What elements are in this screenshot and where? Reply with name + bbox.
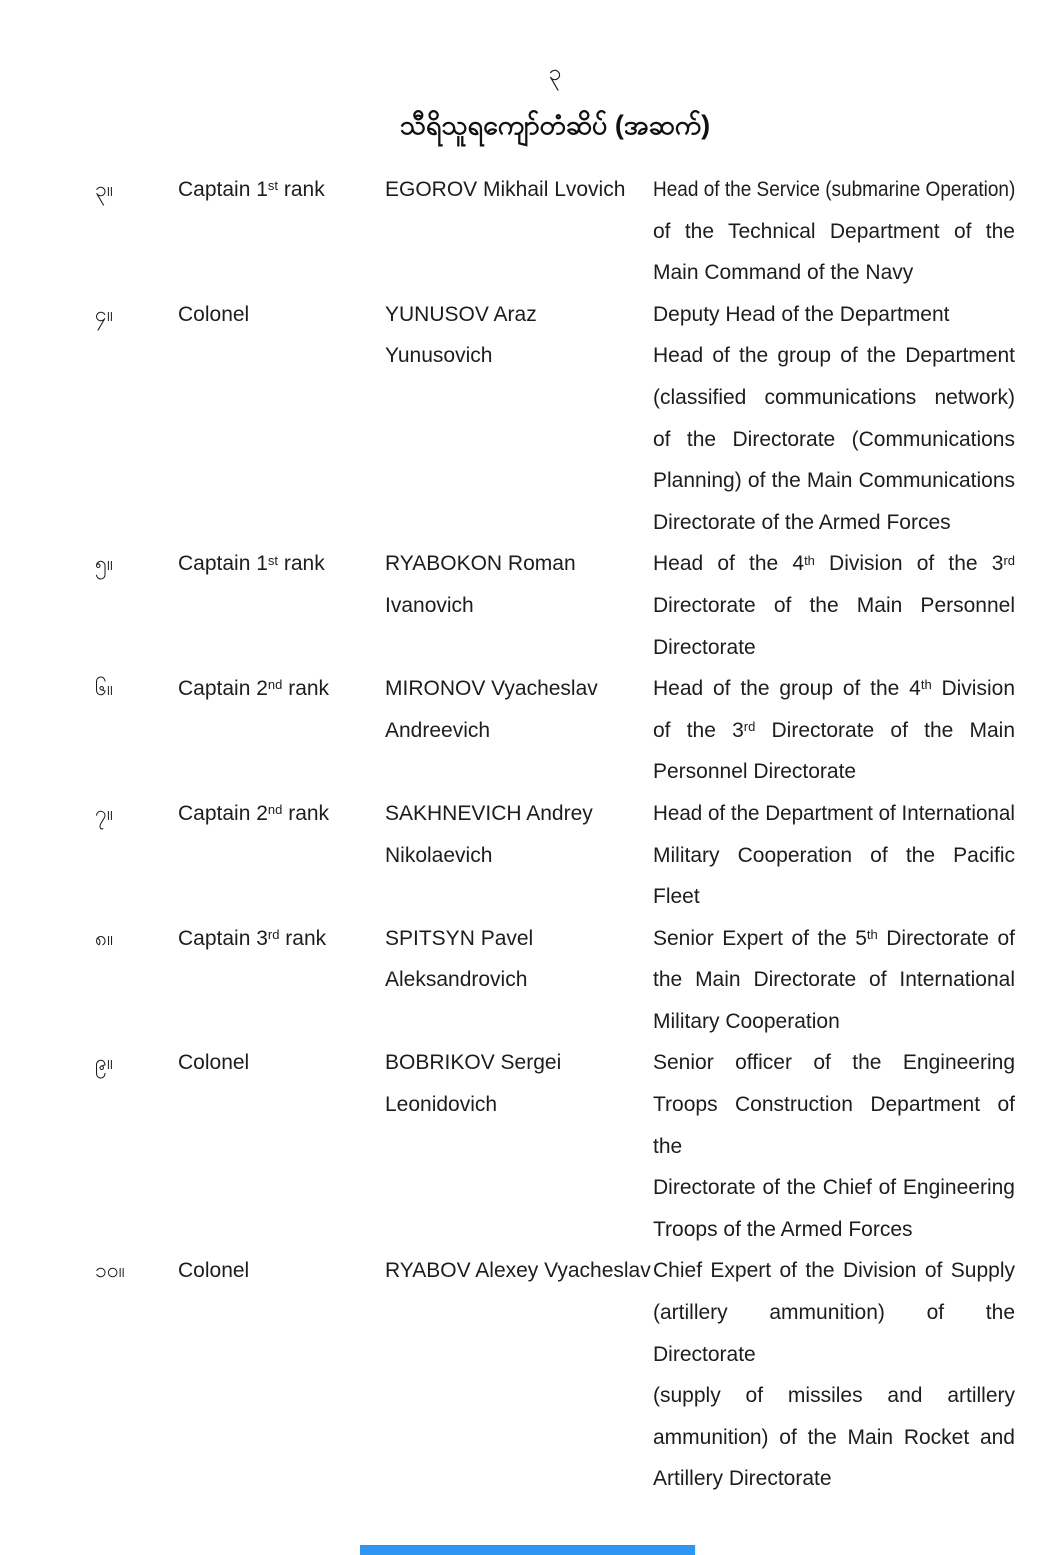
position-cell <box>653 294 1015 544</box>
table-row <box>0 793 1062 918</box>
text-line: Captain 2nd rank <box>178 801 330 825</box>
table-row <box>0 668 1062 793</box>
text-line: of the Technical Department of the <box>653 219 1015 243</box>
text-line: Troops of the Armed Forces <box>653 1217 913 1241</box>
text-line: of the 3rd Directorate of the Main <box>653 718 1015 742</box>
table-row <box>0 294 1062 544</box>
personnel-table <box>0 169 1062 1500</box>
document-title: သီရိသူရကျော်တံဆိပ် (အဆက်) <box>399 110 711 140</box>
text-line: SAKHNEVICH Andrey <box>385 801 593 825</box>
rank-cell <box>178 918 385 960</box>
text-line: Artillery Directorate <box>653 1467 832 1491</box>
text-line: Directorate of the Chief of Engineering <box>653 1176 1015 1200</box>
row-number: ၄။ <box>95 302 114 326</box>
text-line: Military Cooperation <box>653 1009 840 1033</box>
text-line: Andreevich <box>385 718 491 742</box>
name-cell <box>385 1042 653 1125</box>
position-cell <box>653 668 1015 793</box>
text-line: SPITSYN Pavel <box>385 926 534 950</box>
text-line: Nikolaevich <box>385 843 493 867</box>
text-line: Personnel Directorate <box>653 760 857 784</box>
text-line: EGOROV Mikhail Lvovich <box>385 178 626 201</box>
text-line: (supply of missiles and artillery <box>653 1384 1015 1408</box>
text-line: Colonel <box>178 1259 250 1283</box>
text-line: Captain 1st rank <box>178 178 325 201</box>
text-line: Captain 1st rank <box>178 552 325 576</box>
row-number: ၁၀။ <box>95 1259 125 1283</box>
text-line: RYABOV Alexey Vyacheslav <box>385 1259 651 1283</box>
text-line: Main Command of the Navy <box>653 261 914 285</box>
name-cell <box>385 793 653 876</box>
text-line: Leonidovich <box>385 1093 498 1117</box>
row-number: ၈။ <box>95 926 114 950</box>
position-cell <box>653 169 1015 294</box>
table-row <box>0 1250 1062 1500</box>
text-line: YUNUSOV Araz <box>385 302 537 326</box>
name-cell <box>385 543 653 626</box>
text-line: Colonel <box>178 302 250 326</box>
row-number: ၉။ <box>95 1051 114 1075</box>
position-cell <box>653 1042 1015 1250</box>
text-line: Head of the Service (submarine Operation) <box>653 178 1016 201</box>
name-cell <box>385 169 653 211</box>
text-line: of the Directorate (Communications <box>653 427 1015 451</box>
text-line: Colonel <box>178 1051 250 1075</box>
row-number: ၃။ <box>95 178 114 201</box>
text-line: MIRONOV Vyacheslav <box>385 677 598 701</box>
rank-cell <box>178 668 385 710</box>
row-number: ၆။ <box>95 677 114 701</box>
text-line: Ivanovich <box>385 593 474 617</box>
name-cell <box>385 668 653 751</box>
text-line: Military Cooperation of the Pacific <box>653 843 1015 867</box>
text-line: Deputy Head of the Department <box>653 302 950 326</box>
text-line: (artillery ammunition) of the Directorate <box>653 1301 1015 1366</box>
table-row <box>0 1042 1062 1250</box>
text-line: Aleksandrovich <box>385 968 528 992</box>
position-cell <box>653 1250 1015 1500</box>
position-cell <box>653 793 1015 918</box>
text-line: Yunusovich <box>385 344 493 368</box>
text-line: Directorate <box>653 635 756 659</box>
text-line: Head of the group of the Department <box>653 344 1015 368</box>
name-cell <box>385 918 653 1001</box>
text-line: Chief Expert of the Division of Supply <box>653 1259 1015 1283</box>
text-line: Directorate of the Main Personnel <box>653 593 1015 617</box>
text-line: Senior officer of the Engineering <box>653 1051 1015 1075</box>
text-line: ammunition) of the Main Rocket and <box>653 1425 1015 1449</box>
text-line: Fleet <box>653 885 700 909</box>
rank-cell <box>178 169 385 211</box>
position-cell <box>653 918 1015 1043</box>
text-line: Troops Construction Department of the <box>653 1093 1015 1158</box>
text-line: Head of the group of the 4th Division <box>653 677 1015 701</box>
text-line: Planning) of the Main Communications <box>653 469 1015 493</box>
text-line: RYABOKON Roman <box>385 552 576 576</box>
table-row <box>0 918 1062 1043</box>
text-line: BOBRIKOV Sergei <box>385 1051 562 1075</box>
table-row <box>0 543 1062 668</box>
rank-cell <box>178 294 385 336</box>
text-line: Directorate of the Armed Forces <box>653 510 951 534</box>
position-cell <box>653 543 1015 668</box>
rank-cell <box>178 793 385 835</box>
bottom-accent-bar <box>360 1545 695 1555</box>
text-line: Head of the Department of International <box>653 801 1015 825</box>
text-line: Captain 3rd rank <box>178 926 327 950</box>
text-line: Captain 2nd rank <box>178 677 330 701</box>
text-line: Head of the 4th Division of the 3rd <box>653 552 1015 576</box>
name-cell <box>385 1250 653 1292</box>
text-line: (classified communications network) <box>653 385 1015 409</box>
name-cell <box>385 294 653 377</box>
rank-cell <box>178 1042 385 1084</box>
text-line: the Main Directorate of International <box>653 968 1015 992</box>
text-line: Senior Expert of the 5th Directorate of <box>653 926 1016 950</box>
rank-cell <box>178 1250 385 1292</box>
rank-cell <box>178 543 385 585</box>
table-row <box>0 169 1062 294</box>
row-number: ၅။ <box>95 552 114 576</box>
row-number: ၇။ <box>95 801 114 825</box>
page-number: ၃ <box>548 59 562 85</box>
